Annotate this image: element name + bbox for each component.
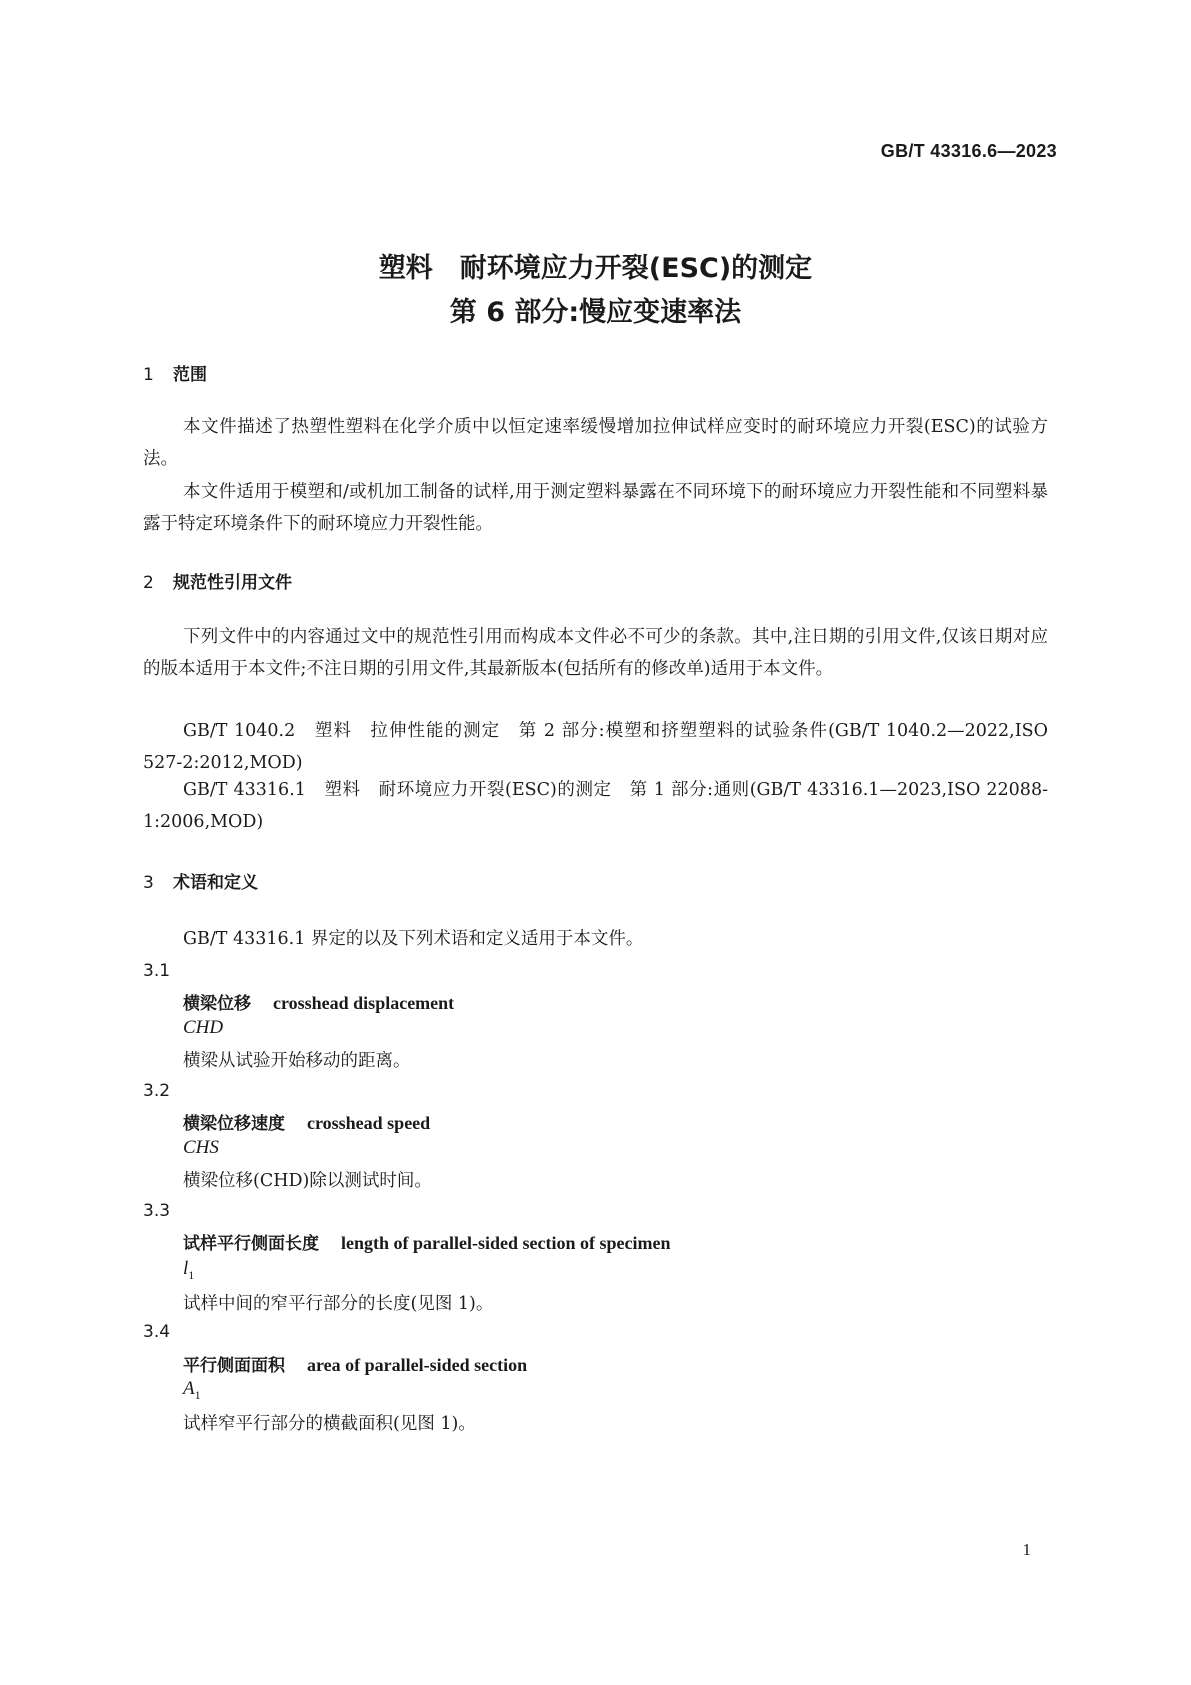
document-subtitle: 第 6 部分:慢应变速率法 bbox=[449, 297, 742, 328]
term-english: crosshead speed bbox=[307, 1113, 431, 1133]
term-symbol bbox=[183, 1017, 223, 1039]
term-chinese: 横梁位移 bbox=[183, 994, 251, 1014]
section-heading-terms bbox=[143, 868, 258, 893]
symbol-text: l bbox=[183, 1258, 189, 1279]
term-heading bbox=[183, 1229, 670, 1254]
term-number: 3.4 bbox=[143, 1322, 171, 1342]
paragraph: 本文件适用于模塑和/或机加工制备的试样,用于测定塑料暴露在不同环境下的耐环境应力开裂性能和不同塑料暴露于特定环境条件下的耐环境应力开裂性能。 bbox=[143, 482, 1048, 534]
term-english: area of parallel-sided section bbox=[307, 1355, 528, 1375]
term-chinese: 试样平行侧面长度 bbox=[183, 1234, 319, 1254]
term-english: crosshead displacement bbox=[273, 993, 455, 1013]
paragraph: 本文件描述了热塑性塑料在化学介质中以恒定速率缓慢增加拉伸试样应变时的耐环境应力开裂(ESC)的试验方法。 bbox=[143, 417, 1048, 469]
term-symbol bbox=[183, 1258, 194, 1283]
symbol-text: CHD bbox=[183, 1017, 224, 1038]
section-number: 2 bbox=[143, 573, 154, 593]
term-number: 3.3 bbox=[143, 1201, 171, 1221]
term-definition: 横梁位移(CHD)除以测试时间。 bbox=[183, 1171, 432, 1191]
section-title: 范围 bbox=[173, 365, 207, 385]
term-symbol bbox=[183, 1378, 201, 1403]
term-number: 3.1 bbox=[143, 961, 171, 981]
term-definition: 试样窄平行部分的横截面积(见图 1)。 bbox=[183, 1414, 476, 1434]
section-number: 3 bbox=[143, 873, 154, 893]
term-english: length of parallel-sided section of specimen bbox=[341, 1233, 671, 1253]
reference-item: GB/T 1040.2 塑料 拉伸性能的测定 第 2 部分:模塑和挤塑塑料的试验条件(GB/T 1040.2—2022,ISO 527-2:2012,MOD) bbox=[143, 721, 1048, 773]
symbol-subscript: 1 bbox=[194, 1387, 201, 1402]
symbol-text: CHS bbox=[183, 1137, 219, 1158]
standard-code: GB/T 43316.6—2023 bbox=[880, 141, 1057, 161]
reference-item: GB/T 43316.1 塑料 耐环境应力开裂(ESC)的测定 第 1 部分:通则(GB/T 43316.1—2023,ISO 22088-1:2006,MOD) bbox=[143, 780, 1048, 832]
page-number: 1 bbox=[1022, 1540, 1031, 1559]
term-heading bbox=[183, 989, 454, 1014]
section-number: 1 bbox=[143, 365, 154, 385]
section-heading-scope bbox=[143, 360, 207, 385]
term-heading bbox=[183, 1109, 430, 1134]
symbol-subscript: 1 bbox=[188, 1267, 195, 1282]
term-number: 3.2 bbox=[143, 1081, 171, 1101]
section-title: 术语和定义 bbox=[173, 873, 258, 893]
term-symbol bbox=[183, 1137, 219, 1159]
paragraph: GB/T 43316.1 界定的以及下列术语和定义适用于本文件。 bbox=[183, 929, 644, 949]
term-chinese: 横梁位移速度 bbox=[183, 1114, 285, 1134]
term-chinese: 平行侧面面积 bbox=[183, 1356, 285, 1376]
term-definition: 试样中间的窄平行部分的长度(见图 1)。 bbox=[183, 1294, 494, 1314]
term-heading bbox=[183, 1351, 527, 1376]
paragraph: 下列文件中的内容通过文中的规范性引用而构成本文件必不可少的条款。其中,注日期的引用文件,仅该日期对应的版本适用于本文件;不注日期的引用文件,其最新版本(包括所有的修改单)适用于本文件。 bbox=[143, 627, 1048, 679]
term-definition: 横梁从试验开始移动的距离。 bbox=[183, 1051, 411, 1071]
section-title: 规范性引用文件 bbox=[173, 573, 292, 593]
section-heading-normative-references bbox=[143, 568, 292, 593]
document-title: 塑料 耐环境应力开裂(ESC)的测定 bbox=[378, 253, 813, 284]
symbol-text: A bbox=[183, 1378, 195, 1399]
